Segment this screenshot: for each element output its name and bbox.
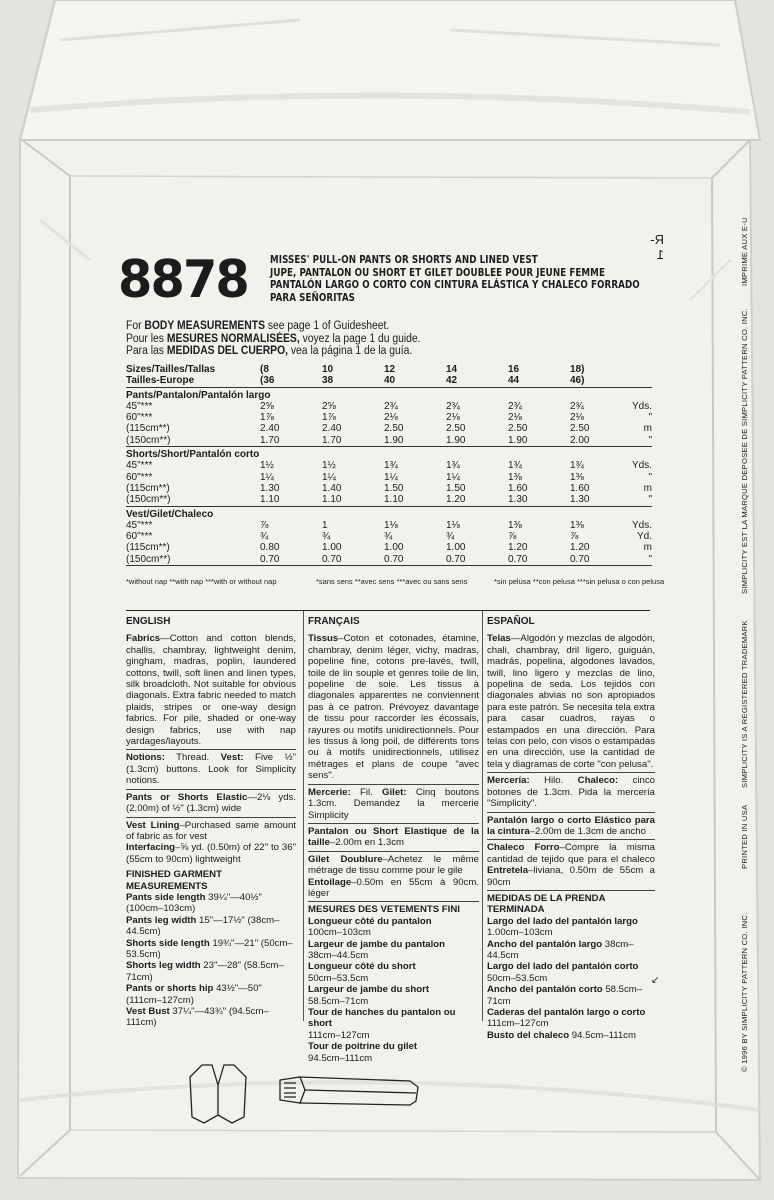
notes-english: *without nap **with nap ***with or without nap: [126, 577, 277, 586]
french-mercerie: Mercerie: Fil. Gilet: Cinq boutons 1.3cm. Demandez la mercerie Simplicity: [308, 785, 479, 824]
english-elastic: Pants or Shorts Elastic—2⅛ yds. (2.00m) of ½" (1.3cm) wide: [126, 790, 296, 818]
printed-text: PRINTED IN USA: [740, 804, 749, 869]
english-lining: Vest Lining–Purchased same amount of fabric as for vest Interfacing–⅝ yd. (0.50m) of 22" to 36" (55cm to 90cm) lightweight: [126, 819, 296, 865]
finished-measurement: Ancho del pantalón corto 58.5cm–71cm: [487, 984, 643, 1007]
english-finished-heading: FINISHED GARMENT MEASUREMENTS: [126, 869, 222, 892]
spanish-heading: ESPAÑOL: [487, 616, 535, 627]
pattern-code: R-1: [650, 232, 664, 262]
finished-measurement: Tour de poitrine du gilet 94.5cm–111cm: [308, 1041, 418, 1064]
french-column: [303, 611, 479, 1064]
side-legal-text: [730, 217, 774, 1072]
notes-french: *sans sens **avec sens ***avec ou sans sens: [316, 577, 468, 586]
finished-measurement: Caderas del pantalón largo o corto 111cm–127cm: [487, 1007, 646, 1030]
english-fabrics: Fabrics—Cotton and cotton blends, challis, chambray, lightweight denim, gingham, madras, poplin, laundered cottons, twill, soft linen and linen types, silk broadcloth. Not suitable for obvious diagonals. Extra fabric needed to match plaids, stripes or one-way design fabrics. For pile, shaded or one-way design fabrics, use with nap yardages/layouts.: [126, 631, 296, 750]
yardage-row: 60"*** 1¼ 1¼ 1¼ 1¼ 1⅜ 1⅜ ": [126, 471, 653, 483]
french-trademark-text: SIMPLICITY EST LA MARQUE DEPOSEE DE SIMPLICITY PATTERN CO. INC.: [740, 308, 749, 594]
finished-measurement: Largeur de jambe du short 58.5cm–71cm: [308, 984, 430, 1007]
english-finished-list: [126, 892, 296, 1029]
finished-measurement: Shorts side length 19¾"—21" (50cm–53.5cm): [126, 937, 293, 960]
spanish-finished-list: [487, 916, 655, 1041]
pattern-info-sheet: [118, 228, 665, 1064]
pants-sketch-icon: [280, 1077, 418, 1105]
title-english: MISSES' PULL-ON PANTS OR SHORTS AND LINED VEST: [270, 253, 538, 266]
measure-line-fr: Pour les MESURES NORMALISÉES, voyez la page 1 du guide.: [126, 332, 421, 345]
finished-measurement: Shorts leg width 23"—28" (58.5cm–71cm): [126, 960, 284, 983]
finished-measurement: Largo del lado del pantalón corto 50cm–53.5cm: [487, 961, 639, 984]
finished-measurement: Longueur côté du short 50cm–53.5cm: [308, 961, 416, 984]
finished-measurement: Largo del lado del pantalón largo 1.00cm–103cm: [487, 915, 638, 939]
yardage-section-header: Shorts/Short/Pantalón corto: [126, 449, 260, 461]
finished-measurement: Vest Bust 37¼"—43¾" (94.5cm–111cm): [126, 1006, 269, 1029]
title-spanish: PANTALÓN LARGO O CORTO CON CINTURA ELÁSTICA Y CHALECO FORRADO: [270, 278, 640, 291]
finished-measurement: Tour de hanches du pantalon ou short 111cm–127cm: [308, 1007, 456, 1041]
copyright-text: © 1996 BY SIMPLICITY PATTERN CO. INC.: [740, 912, 749, 1072]
yardage-row: 60"*** 1⅞ 1⅞ 2⅛ 2⅛ 2⅛ 2⅛ ": [126, 412, 653, 424]
spanish-column: [482, 611, 655, 1041]
french-elastique: Pantalon ou Short Elastique de la taille–2.00m en 1.3cm: [308, 824, 479, 852]
finished-measurement: Ancho del pantalón largo 38cm–44.5cm: [487, 938, 634, 961]
small-arrow-icon: ↙: [651, 975, 660, 986]
europe-sizes-row: Tailles-Europe (36 38 40 42 44 46): [126, 375, 652, 387]
french-doublure: Gilet Doublure–Achetez le même métrage de tissu comme pour le gile Entoilage–0.50m en 55cm à 90cm. léger: [308, 852, 479, 903]
yardage-sections: [126, 387, 652, 565]
yardage-row: (115cm**) 0.80 1.00 1.00 1.00 1.20 1.20 m: [126, 542, 653, 554]
finished-measurement: Longueur côté du pantalon 100cm–103cm: [308, 915, 432, 939]
finished-measurement: Pants leg width 15"—17½" (38cm–44.5cm): [126, 914, 280, 938]
french-finished-heading: MESURES DES VETEMENTS FINI: [308, 904, 460, 916]
yardage-section-header: Pants/Pantalon/Pantalón largo: [126, 389, 271, 401]
yardage-row: (150cm**) 0.70 0.70 0.70 0.70 0.70 0.70 ": [126, 553, 653, 565]
yardage-row: 60"*** ¾ ¾ ¾ ¾ ⅞ ⅞ Yd.: [126, 531, 653, 543]
french-heading: FRANÇAIS: [308, 616, 360, 627]
finished-measurement: Busto del chaleco 94.5cm–111cm: [487, 1029, 636, 1041]
sizes-row: Sizes/Tailles/Tallas (8 10 12 14 16 18): [126, 364, 585, 375]
yardage-section-header: Vest/Gilet/Chaleco: [126, 508, 214, 520]
pattern-titles: [270, 254, 690, 304]
instructions-columns: [126, 610, 655, 1064]
spanish-elastico: Pantalón largo o corto Elástico para la cintura–2.00m de 1.3cm de ancho: [487, 813, 655, 841]
measure-line-en: For BODY MEASUREMENTS see page 1 of Guidesheet.: [126, 320, 390, 332]
english-notions: Notions: Thread. Vest: Five ½" (1.3cm) buttons. Look for Simplicity notions.: [126, 750, 296, 789]
garment-sketch: [180, 1055, 440, 1130]
finished-measurement: Largeur de jambe du pantalon 38cm–44.5cm: [308, 938, 445, 961]
french-finished-list: [308, 916, 479, 1064]
yardage-row: (150cm**) 1.10 1.10 1.10 1.20 1.30 1.30 ": [126, 494, 653, 506]
imprime-text: IMPRIME AUX E-U: [740, 217, 749, 286]
title-spanish-2: PARA SEÑORITAS: [270, 290, 356, 304]
title-french: JUPE, PANTALON OU SHORT ET GILET DOUBLEE POUR JEUNE FEMME: [270, 265, 605, 279]
yardage-table: [126, 364, 652, 566]
yardage-row: 45"*** 2⅝ 2⅝ 2¾ 2¾ 2¾ 2¾ Yds.: [126, 400, 653, 412]
trademark-text: SIMPLICITY IS A REGISTERED TRADEMARK: [740, 620, 749, 788]
yardage-row: (115cm**) 2.40 2.40 2.50 2.50 2.50 2.50 m: [126, 423, 653, 435]
spanish-finished-heading: MEDIDAS DE LA PRENDA TERMINADA: [487, 892, 606, 916]
french-tissus: Tissus–Coton et cotonades, étamine, chambray, denim léger, vichy, madras, popeline fine, cotons pre-lavés, twill, toile de lin souple et genres toile de lin, popeline de soie. Les tissus à diagonales apparentes ne conviennent pas à ce patron. Prévoyez davantage de tissu pour raccorder les écossais, rayures ou motifs unidirectionnels. Pour les tissus à long poil, de différents tons ou à motifs unidirectionnels, utilisez métrages et plans de coupe "avec sens".: [308, 631, 479, 784]
yardage-row: (115cm**) 1.30 1.40 1.50 1.50 1.60 1.60 m: [126, 482, 653, 494]
finished-measurement: Pants or shorts hip 43½"—50" (111cm–127cm): [126, 983, 262, 1006]
spanish-forro: Chaleco Forro–Compre la misma cantidad de tejido que para el chaleco Entretela–liviana, 0.50m de 55cm a 90cm: [487, 840, 655, 891]
yardage-row: 45"*** 1½ 1½ 1¾ 1¾ 1¾ 1¾ Yds.: [126, 460, 653, 472]
spanish-merceria: Mercería: Hilo. Chaleco: cinco botones de 1.3cm. Pida la mercería "Simplicity".: [487, 773, 655, 812]
pattern-number: 8878: [118, 250, 248, 310]
vest-sketch-icon: [190, 1065, 246, 1123]
notes-spanish: *sin pelusa **con pelusa ***sin pelusa o con pelusa: [494, 577, 665, 586]
measure-line-es: Para las MEDIDAS DEL CUERPO, vea la página 1 de la guía.: [126, 345, 413, 357]
english-column: [126, 611, 296, 1029]
english-heading: ENGLISH: [126, 616, 171, 627]
finished-measurement: Pants side length 39¼"—40½" (100cm–103cm): [126, 891, 262, 915]
yardage-row: 45"*** ⅞ 1 1⅛ 1⅛ 1⅜ 1⅜ Yds.: [126, 519, 653, 531]
yardage-row: (150cm**) 1.70 1.70 1.90 1.90 1.90 2.00 ": [126, 434, 653, 446]
spanish-telas: Telas—Algodón y mezclas de algodón, chali, chambray, dril ligero, guiguán, madrás, popelina, algodones lavados, twill, lino ligero y mezclas de lino, popelina de seda. Los tejidos con diagonales abvias no son apropiados para este patrón. Se necesita tela extra para casar cuadros, rayas o estampados en una dirección. Para telas con pelo, con visos o estampadas en una dirección, use la cantidad de tela y diagramas de corte "con pelusa".: [487, 631, 655, 773]
body-measurements-note: [126, 320, 453, 358]
